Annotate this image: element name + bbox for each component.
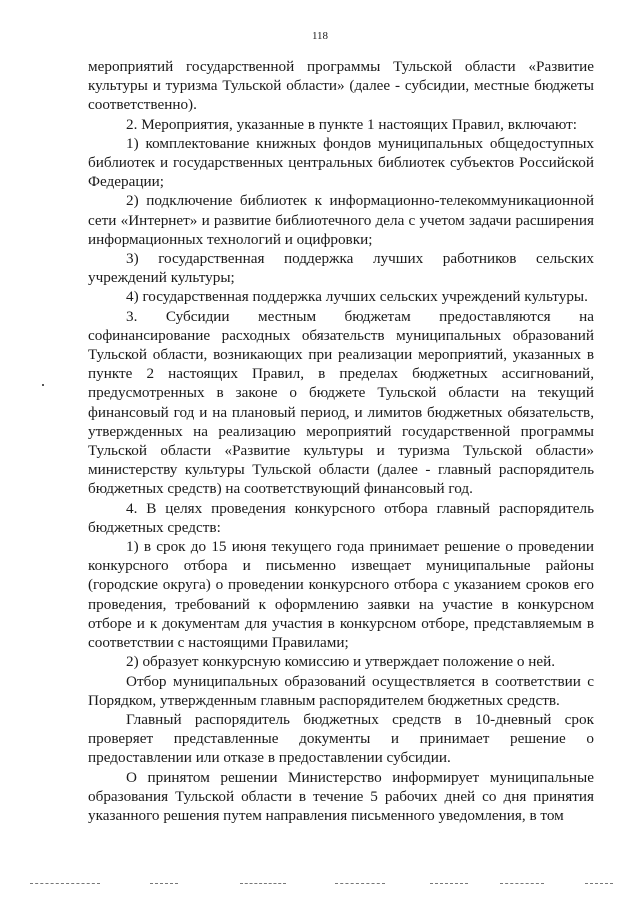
paragraph-clause-4: 4. В целях проведения конкурсного отбора главный распорядитель бюджетных средств:: [88, 499, 594, 536]
paragraph-clause-4-item-2: 2) образует конкурсную комиссию и утверждает положение о ней.: [126, 653, 556, 671]
document-body: [88, 57, 594, 825]
paragraph-clause-2-item-4: 4) государственная поддержка лучших сельских учреждений культуры.: [126, 288, 588, 306]
scan-speck: [42, 384, 44, 386]
paragraph-clause-3: 3. Субсидии местным бюджетам предоставляются на софинансирование расходных обязательств муниципальных образований Тульской области, возникающих при реализации мероприятий, указанных в пункте 2 настоящих Правил, в пределах бюджетных ассигнований, предусмотренных в законе о бюджете Тульской области на текущий финансовый год и на плановый период, и лимитов бюджетных обязательств, утвержденных на реализацию мероприятий государственной программы Тульской области «Развитие культуры и туризма Тульской области» министерству культуры Тульской области (далее - главный распорядитель бюджетных средств) на соответствующий финансовый год.: [88, 307, 594, 498]
paragraph-clause-2-item-1: 1) комплектование книжных фондов муниципальных общедоступных библиотек и государственных центральных библиотек субъектов Российской Федерации;: [88, 134, 594, 191]
paragraph-clause-4-item-1: 1) в срок до 15 июня текущего года принимает решение о проведении конкурсного отбора и письменно извещает муниципальные районы (городские округа) о проведении конкурсного отбора с указанием сроков его проведения, требований к оформлению заявки на участие в конкурсном отборе и к документам для участия в конкурсном отборе, представляемым в соответствии с настоящими Правилами;: [88, 538, 594, 652]
scan-footer-artifacts: [0, 883, 640, 887]
paragraph-clause-2-item-2: 2) подключение библиотек к информационно-телекоммуникационной сети «Интернет» и развитие библиотечного дела с учетом задачи расширения информационных технологий и оцифровки;: [88, 192, 594, 248]
paragraph-selection-procedure: Отбор муниципальных образований осуществляется в соответствии с Порядком, утвержденным главным распорядителем бюджетных средств.: [88, 672, 594, 709]
paragraph-notification: О принятом решении Министерство информирует муниципальные образования Тульской области в течение 5 рабочих дней со дня принятия указанного решения путем направления письменного уведомления, в том: [88, 768, 594, 824]
paragraph-review-deadline: Главный распорядитель бюджетных средств в 10-дневный срок проверяет представленные документы и принимает решение о предоставлении или отказе в предоставлении субсидии.: [88, 710, 594, 767]
page-number: 118: [311, 30, 329, 42]
paragraph-continuation: мероприятий государственной программы Тульской области «Развитие культуры и туризма Тульской области» (далее - субсидии, местные бюджеты соответственно).: [88, 58, 594, 114]
paragraph-clause-2-item-3: 3) государственная поддержка лучших работников сельских учреждений культуры;: [88, 250, 594, 287]
paragraph-clause-2: 2. Мероприятия, указанные в пункте 1 настоящих Правил, включают:: [126, 115, 577, 133]
